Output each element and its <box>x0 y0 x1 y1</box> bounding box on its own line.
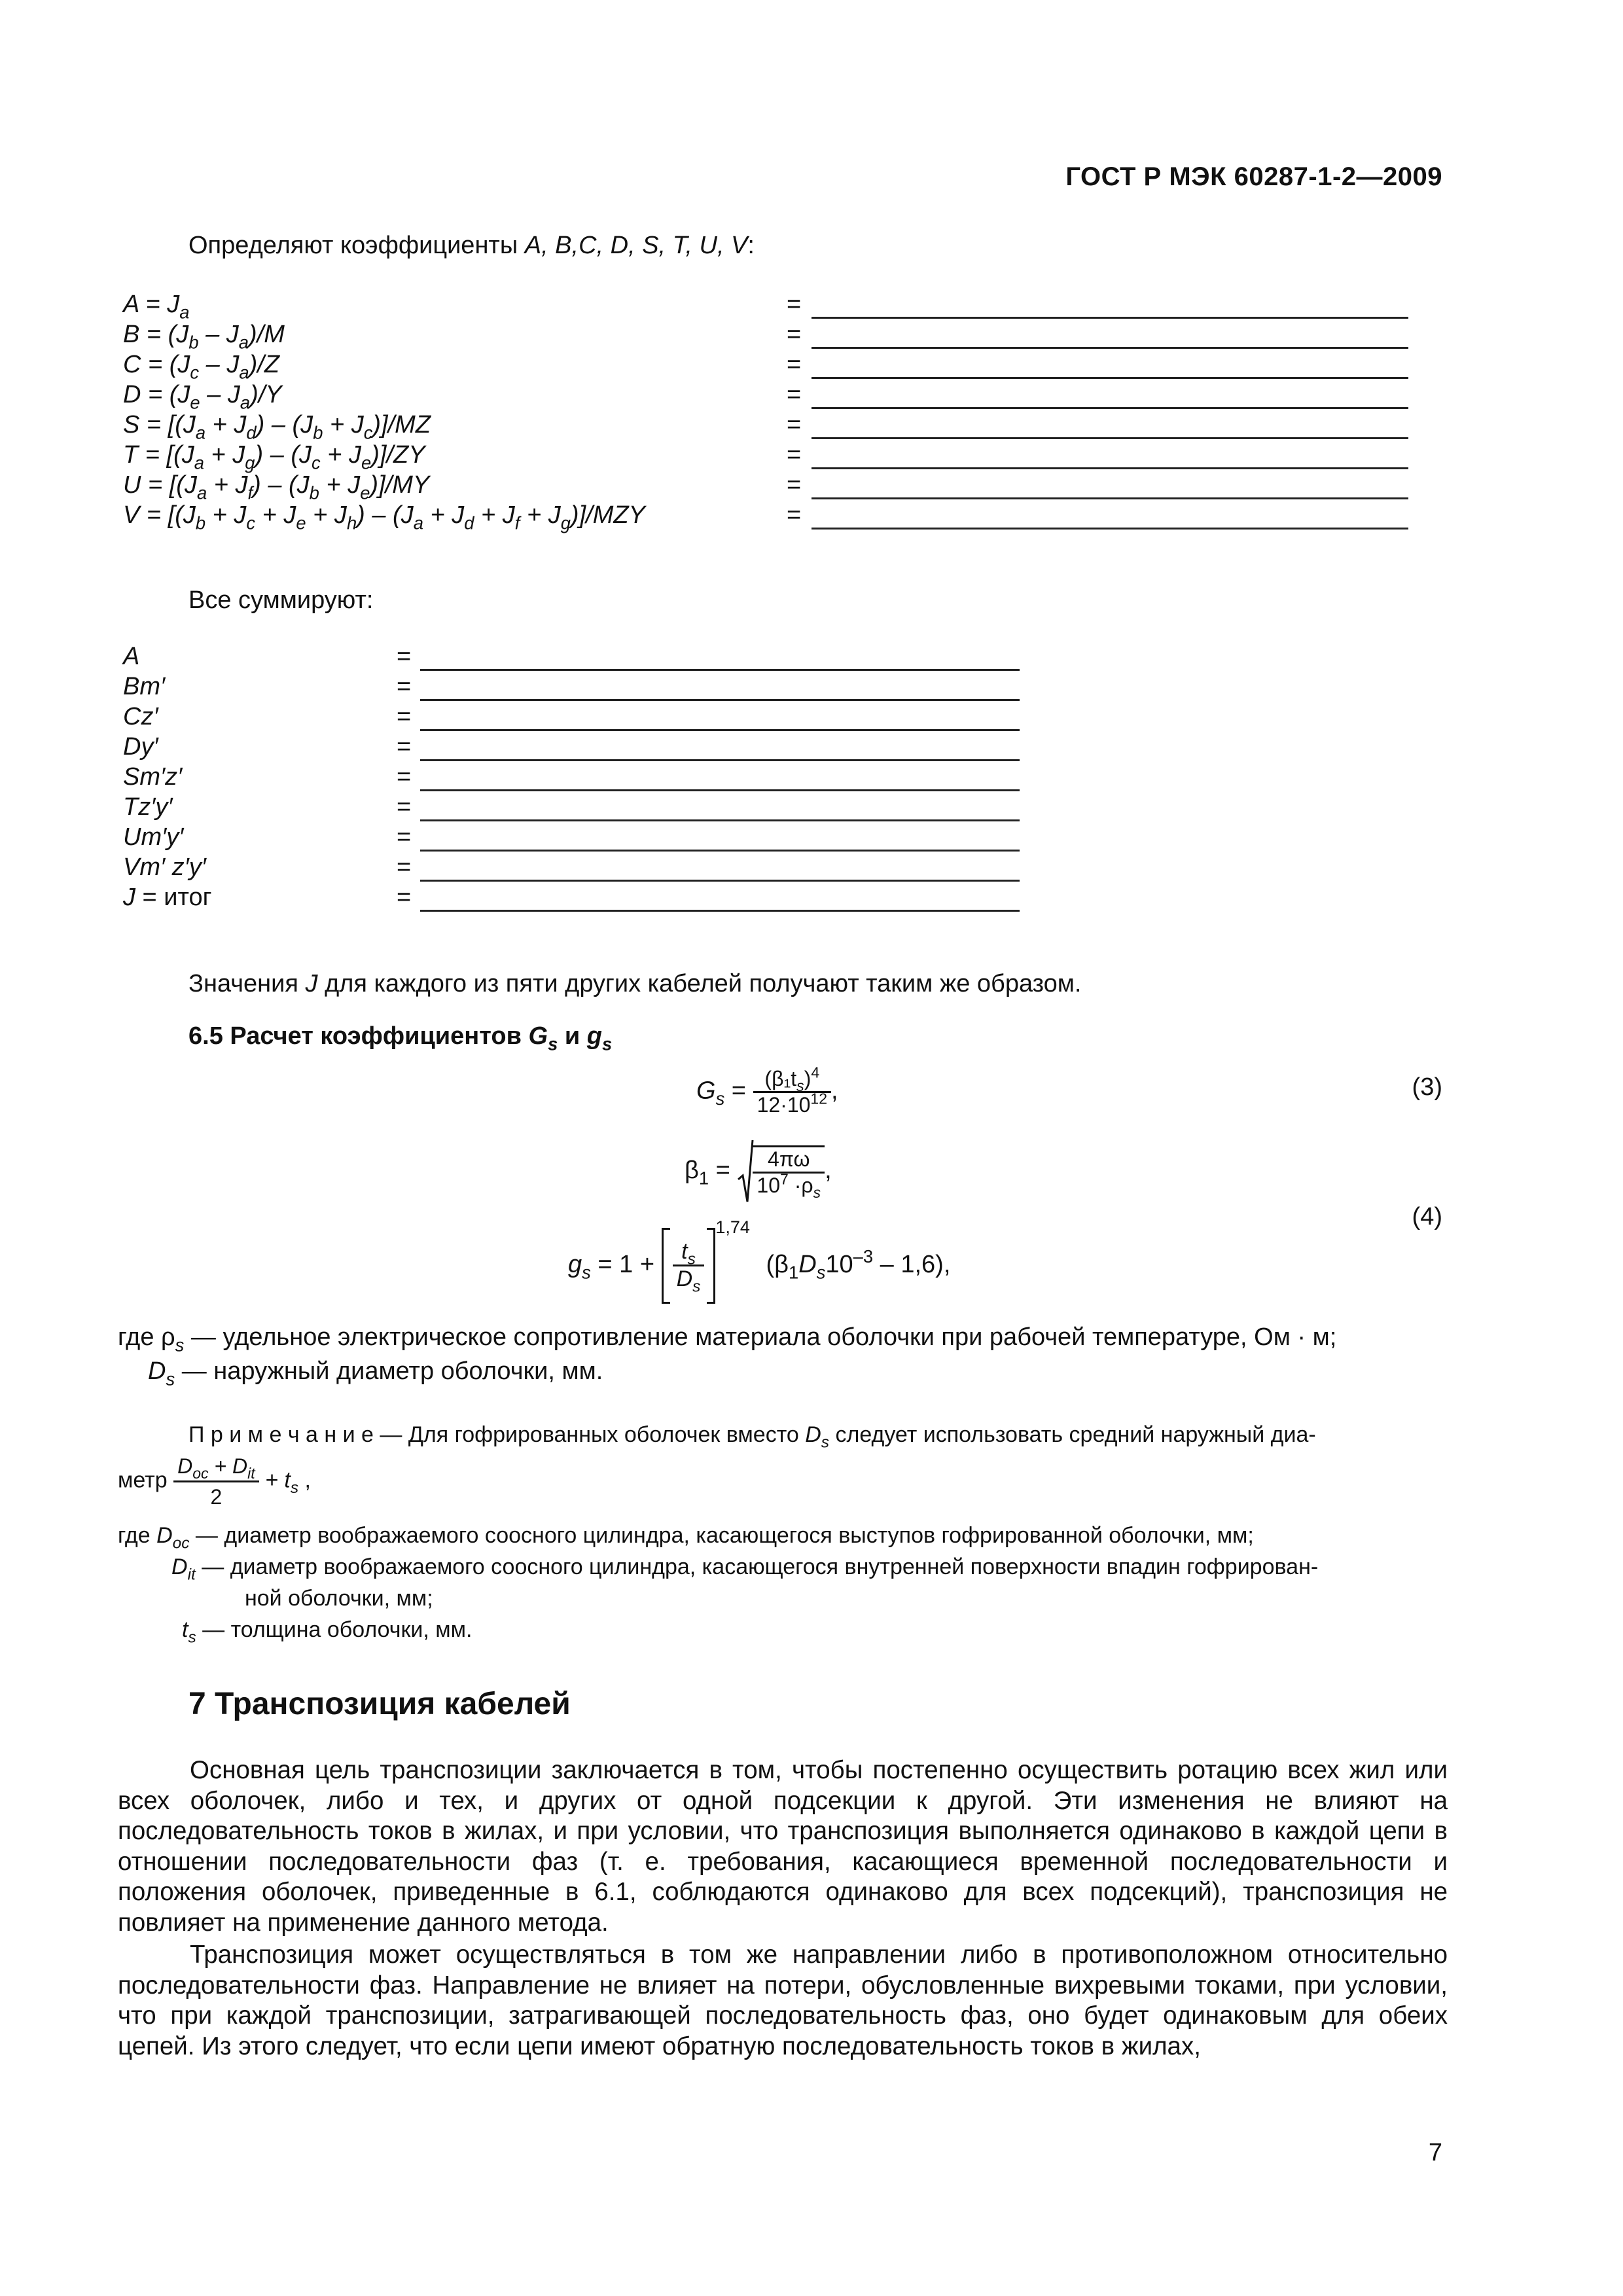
formula-4-tail <box>766 1246 951 1283</box>
formula-4-beta-eq: = <box>709 1157 738 1185</box>
formula-4-fraction <box>673 1239 705 1297</box>
formula-4-rad-denominator <box>753 1170 825 1202</box>
page-number: 7 <box>1428 2139 1442 2166</box>
sum-blank-line[interactable] <box>420 669 1020 671</box>
sum-eq-sign: = <box>397 823 412 851</box>
sum-row-tzy: Tz′y′ <box>123 793 173 821</box>
right-bracket-icon <box>707 1228 715 1304</box>
note-plus: + t <box>259 1467 291 1493</box>
formula-4-fr-num: t <box>681 1239 688 1265</box>
section-6-5-and: и <box>558 1022 587 1050</box>
formula-4-g-eq: = 1 + <box>590 1251 662 1278</box>
coef-row-d: $D = (J_e - J_a)/Y$ <box>123 381 282 413</box>
coef-blank-line[interactable] <box>812 347 1408 349</box>
j-values-pre: Значения <box>188 970 306 997</box>
sqrt-radical <box>737 1139 825 1204</box>
section-6-5-sub2: s <box>601 1033 613 1054</box>
formula-3-den: 12·10 <box>757 1093 811 1117</box>
coef-row-t: $T = [(J_a + J_g) - (J_c + J_e)]/ZY$ <box>123 441 425 473</box>
note-where-item <box>245 1584 433 1613</box>
j-values-text <box>188 969 1081 999</box>
section-7-heading: 7 Транспозиция кабелей <box>188 1687 571 1721</box>
coef-intro-text: Определяют коэффициенты <box>188 232 518 259</box>
sum-row-dy: Dy′ <box>123 733 158 761</box>
sum-row-total: J = итог <box>123 884 212 911</box>
formula-4-beta-lhs: β <box>685 1157 699 1185</box>
sum-total-label: = итог <box>135 884 212 911</box>
sum-blank-line[interactable] <box>420 880 1020 882</box>
coef-eq-sign: = <box>787 291 802 318</box>
formula-4-number: (4) <box>1412 1203 1442 1230</box>
coef-row-v: $V = [(J_b + J_c + J_e + J_h) - (J_a + J_d + J_f + J_g)]/MZY$ <box>123 501 645 533</box>
where-rho-sym: ρ <box>161 1323 175 1351</box>
note-line-1 <box>188 1420 1316 1452</box>
sum-eq-sign: = <box>397 703 412 730</box>
note-line-2 <box>118 1452 311 1511</box>
formula-4-beta <box>685 1139 832 1204</box>
note-num-sub: oc <box>192 1465 209 1482</box>
formula-4-rad-den-sup: 7 <box>779 1170 789 1188</box>
sum-blank-line[interactable] <box>420 850 1020 852</box>
formula-3-numerator <box>753 1064 831 1095</box>
sum-blank-line[interactable] <box>420 789 1020 791</box>
formula-4-g-sub: s <box>582 1262 591 1283</box>
document-header: ГОСТ Р МЭК 60287-1-2—2009 <box>1065 162 1442 191</box>
coef-intro-vars: A, B,C, D, S, T, U, V <box>524 232 748 259</box>
coef-row-a: $A = J_a$ <box>123 291 190 323</box>
note-text2: следует использовать средний наружный диа- <box>829 1422 1316 1447</box>
sum-eq-sign: = <box>397 853 412 881</box>
section-6-5-g2: g <box>586 1022 602 1050</box>
j-values-var: J <box>305 970 318 997</box>
note-where-sym: D <box>171 1554 188 1579</box>
sum-eq-sign: = <box>397 884 412 911</box>
sum-row-umy: Um′y′ <box>123 823 184 851</box>
coef-eq-sign: = <box>787 501 802 529</box>
formula-3-lhs-sub: s <box>715 1088 725 1109</box>
coef-row-s: $S = [(J_a + J_d) - (J_b + J_c)]/MZ$ <box>123 411 431 443</box>
coef-blank-line[interactable] <box>812 497 1408 499</box>
formula-4-tail-g: – 1,6), <box>873 1251 951 1278</box>
sqrt-sign-icon <box>737 1139 754 1204</box>
formula-3-fraction <box>753 1064 831 1117</box>
formula-4-rad-den-sub: s <box>813 1184 821 1202</box>
note-sym-sub: s <box>821 1433 830 1452</box>
formula-4-tail-a: (β <box>766 1251 789 1278</box>
sum-row-vmzy: Vm′ z′y′ <box>123 853 206 881</box>
note-where-item <box>118 1521 1254 1550</box>
sum-eq-sign: = <box>397 643 412 670</box>
sum-eq-sign: = <box>397 793 412 821</box>
formula-3-den-sup: 12 <box>810 1090 828 1107</box>
note-where-item <box>171 1552 1319 1584</box>
where-rho-pre: где <box>118 1323 162 1351</box>
formula-3-tail: , <box>831 1077 838 1105</box>
note-fraction-numerator <box>173 1452 259 1482</box>
formula-4-rad-den-rest: ·ρ <box>788 1174 813 1197</box>
formula-3-num-sup: 4 <box>811 1064 820 1081</box>
coef-blank-line[interactable] <box>812 377 1408 379</box>
section-7-paragraph-2: Транспозиция может осуществляться в том же направлении либо в противоположном относительно последовательности фаз. Направление не влияет на потери, обусловленные вихревыми токами, при условии, что при каждой транспозиции, затрагивающей последовательность фаз, оно будет одинаковым для обеих цепей. Из этого следует, что если цепи имеют обратную последовательность токов в жилах, <box>118 1941 1448 2060</box>
formula-4-rad-numerator: 4πω <box>753 1147 825 1174</box>
sum-row-cz: Cz′ <box>123 703 158 730</box>
sum-row-bm: Bm′ <box>123 673 166 700</box>
note-end: , <box>298 1467 311 1493</box>
formula-4-fr-numerator <box>673 1239 705 1269</box>
coef-eq-sign: = <box>787 351 802 378</box>
formula-4-fr-den-sub: s <box>692 1278 701 1297</box>
note-plus-sub: s <box>290 1479 299 1498</box>
formula-4-beta-tail: , <box>825 1157 832 1185</box>
formula-4-exponent: 1,74 <box>715 1217 750 1237</box>
formula-4-tail-b: 1 <box>789 1262 799 1283</box>
formula-4-fr-den: D <box>676 1266 693 1292</box>
note-label: П р и м е ч а н и е <box>188 1422 374 1447</box>
sum-eq-sign: = <box>397 733 412 761</box>
note-where-item <box>182 1615 473 1647</box>
formula-4-tail-d: s <box>816 1262 826 1283</box>
coef-eq-sign: = <box>787 411 802 439</box>
formula-4-radicand <box>753 1145 825 1202</box>
sum-eq-sign: = <box>397 673 412 700</box>
note-text3: метр <box>118 1467 174 1493</box>
coef-blank-line[interactable] <box>812 317 1408 319</box>
note-where-sub: it <box>187 1566 196 1584</box>
formula-3-num: (β₁t <box>764 1067 797 1090</box>
formula-4-gs <box>568 1217 950 1304</box>
where-rho <box>118 1322 1337 1355</box>
sum-blank-line[interactable] <box>420 819 1020 821</box>
coef-blank-line[interactable] <box>812 437 1408 439</box>
note-where-text: ной оболочки, мм; <box>245 1586 433 1611</box>
sum-row-smz: Sm′z′ <box>123 763 183 791</box>
note-where-text: — толщина оболочки, мм. <box>196 1617 473 1642</box>
formula-4-rad-den: 10 <box>757 1174 780 1197</box>
where-ds <box>148 1356 603 1390</box>
sum-intro: Все суммируют: <box>188 586 374 614</box>
formula-3-eq: = <box>724 1077 753 1105</box>
note-where-text: — диаметр воображаемого соосного цилиндра, касающегося внутренней поверхности впадин гофрирован- <box>195 1554 1319 1579</box>
formula-3-denominator <box>753 1090 831 1117</box>
where-ds-sym: D <box>148 1357 166 1385</box>
coef-blank-line[interactable] <box>812 528 1408 529</box>
formula-3-num-sub: s <box>796 1077 804 1095</box>
sum-blank-line[interactable] <box>420 910 1020 912</box>
section-7-paragraph-1: Основная цель транспозиции заключается в том, чтобы постепенно осуществить ротацию всех жил или всех оболочек, либо и тех, и других от одной подсекции к другой. Эти изменения не влияют на последовательность токов в жилах, и при условии, что транспозиция выполняется одинаково в каждой цепи в отношении последовательности фаз (т. е. требования, касающиеся временной последовательности и положения оболочек, приведенные в 6.1, соблюдаются одинаково для всех подсекций), транспозиция не повлияет на применение данного метода. <box>118 1756 1448 1937</box>
section-6-5-title: 6.5 Расчет коэффициентов <box>188 1022 529 1050</box>
note-fraction <box>173 1452 259 1511</box>
coef-blank-line[interactable] <box>812 407 1408 409</box>
section-6-5-g1: G <box>528 1022 548 1050</box>
sum-blank-line[interactable] <box>420 729 1020 731</box>
where-rho-text: — удельное электрическое сопротивление материала оболочки при рабочей температуре, Ом · м; <box>184 1323 1337 1351</box>
sum-row-a: A <box>123 643 140 670</box>
note-where-text: — диаметр воображаемого соосного цилиндра, касающегося выступов гофрированной оболочки, мм; <box>189 1523 1254 1548</box>
coef-eq-sign: = <box>787 441 802 469</box>
note-num: D <box>177 1454 193 1478</box>
formula-4-tail-c: D <box>798 1251 817 1278</box>
formula-3-num-close: ) <box>804 1067 812 1090</box>
coef-eq-sign: = <box>787 471 802 499</box>
j-values-post: для каждого из пяти других кабелей получают таким же образом. <box>317 970 1082 997</box>
where-ds-sub: s <box>166 1369 175 1390</box>
left-bracket-icon <box>662 1228 670 1304</box>
coef-eq-sign: = <box>787 381 802 408</box>
formula-4-g-lhs: g <box>568 1251 582 1278</box>
formula-4-tail-f: –3 <box>853 1246 874 1266</box>
note-where-pre: где <box>118 1523 157 1548</box>
note-where-sub: s <box>188 1628 196 1647</box>
note-text1: — Для гофрированных оболочек вместо <box>373 1422 806 1447</box>
where-rho-sub: s <box>175 1335 185 1355</box>
where-ds-text: — наружный диаметр оболочки, мм. <box>175 1357 603 1385</box>
sum-blank-line[interactable] <box>420 759 1020 761</box>
note-num-sub2: it <box>247 1465 255 1482</box>
coef-intro-colon: : <box>747 232 755 259</box>
note-sym: D <box>805 1422 821 1447</box>
note-fraction-denominator: 2 <box>210 1485 223 1509</box>
coef-row-u: $U = [(J_a + J_f) - (J_b + J_e)]/MY$ <box>123 471 430 503</box>
formula-3-lhs: G <box>696 1077 716 1105</box>
note-where-sym: D <box>156 1523 173 1548</box>
note-where-sub: oc <box>172 1534 190 1552</box>
formula-4-tail-e: 10 <box>825 1251 853 1278</box>
formula-4-fr-num-sub: s <box>687 1251 696 1269</box>
sum-blank-line[interactable] <box>420 699 1020 701</box>
formula-3-number: (3) <box>1412 1073 1442 1101</box>
formula-4-beta-sub: 1 <box>698 1168 709 1189</box>
coef-eq-sign: = <box>787 321 802 348</box>
coef-blank-line[interactable] <box>812 467 1408 469</box>
coef-row-c: $C = (J_c - J_a)/Z$ <box>123 351 279 383</box>
coef-intro <box>188 230 755 260</box>
note-where-sym: t <box>182 1617 188 1642</box>
coef-row-b: $B = (J_b - J_a)/M$ <box>123 321 285 353</box>
section-6-5-sub1: s <box>548 1033 558 1054</box>
section-6-5-heading <box>188 1021 613 1054</box>
note-num-plus: + D <box>208 1454 248 1478</box>
formula-3 <box>696 1064 838 1117</box>
sum-eq-sign: = <box>397 763 412 791</box>
formula-4-fr-denominator <box>673 1266 705 1297</box>
